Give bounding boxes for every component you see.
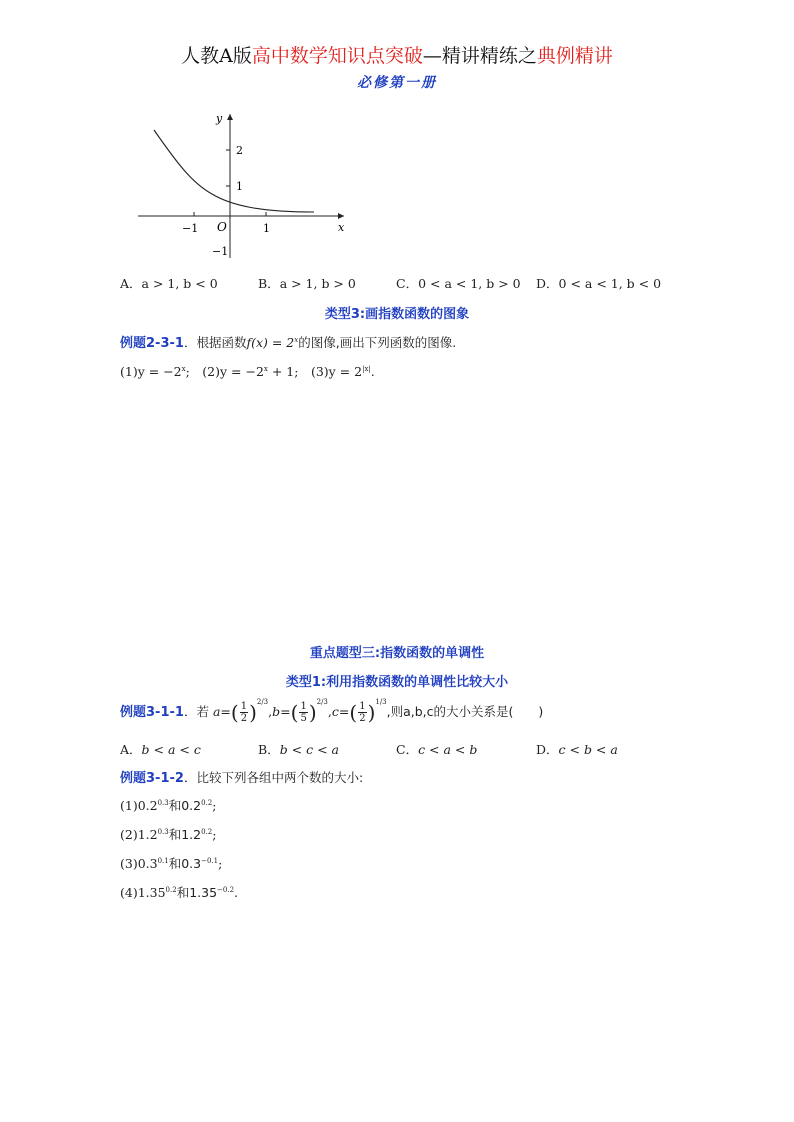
x-tick-neg1: −1 xyxy=(182,222,199,235)
section-type1-heading: 类型1:利用指数函数的单调性比较大小 xyxy=(285,675,509,690)
list-item: $(3)0.3^{0.1}$和$0.3^{-0.1}$; xyxy=(120,856,223,871)
option-d: D．0 < a < 1, b < 0 xyxy=(536,276,662,291)
x-tick-1: 1 xyxy=(263,222,270,235)
example-2-3-1: 例题2-3-1．根据函数$f(x) = 2^x$的图像,画出下列函数的图像. xyxy=(120,335,457,351)
x-axis-label: x xyxy=(338,221,345,234)
y-tick-1: 1 xyxy=(236,180,243,193)
y-axis-label: y xyxy=(216,112,223,125)
example-label: 例题2-3-1 xyxy=(120,336,184,351)
title-part4: 典例精讲 xyxy=(536,45,613,67)
example-3-1-1: 例题3-1-1．若 a=( $\frac{1}{2}$ )$^{2/3}$,b=( $\frac{1}{5}$ )$^{2/3}$,c=( $\frac{1}{2}$ )$^{1/3}$,则a,b,c的大小关系是( ) xyxy=(120,698,544,725)
section-type3-heading: 类型3:画指数函数的图象 xyxy=(324,307,470,322)
page-subtitle: 必修第一册 xyxy=(357,75,437,91)
title-part2: 高中数学知识点突破 xyxy=(251,45,423,67)
example-label: 例题3-1-2 xyxy=(120,771,184,786)
option-c-311: C．c < a < b xyxy=(396,742,478,757)
title-part1: 人教A版 xyxy=(181,45,252,67)
section-key3-heading: 重点题型三:指数函数的单调性 xyxy=(309,646,485,661)
list-item: $(2)1.2^{0.3}$和$1.2^{0.2}$; xyxy=(120,827,217,842)
example-label: 例题3-1-1 xyxy=(120,705,184,720)
page-title xyxy=(0,41,794,68)
example-2-3-1-parts: $(1)y = -2^x$; $(2)y = -2^x + 1$; $(3)y = 2^{|x|}$. xyxy=(120,364,375,379)
option-b-311: B．b < c < a xyxy=(258,742,339,757)
curve xyxy=(154,130,314,212)
exponential-graph xyxy=(132,108,352,263)
option-c: C．0 < a < 1, b > 0 xyxy=(396,276,521,291)
option-b: B．a > 1, b > 0 xyxy=(258,276,356,291)
option-a-311: A．b < a < c xyxy=(120,742,201,757)
y-tick-2: 2 xyxy=(236,144,243,157)
y-tick-neg1: −1 xyxy=(212,245,229,258)
title-part3: —精讲精练之 xyxy=(422,45,537,67)
origin-label: O xyxy=(217,220,227,234)
example-3-1-2: 例题3-1-2．比较下列各组中两个数的大小: xyxy=(120,770,364,786)
option-d-311: D．c < b < a xyxy=(536,742,618,757)
list-item: $(4)1.35^{0.2}$和$1.35^{-0.2}$. xyxy=(120,885,239,900)
list-item: $(1)0.2^{0.3}$和$0.2^{0.2}$; xyxy=(120,798,217,813)
option-a: A．a > 1, b < 0 xyxy=(120,276,218,291)
